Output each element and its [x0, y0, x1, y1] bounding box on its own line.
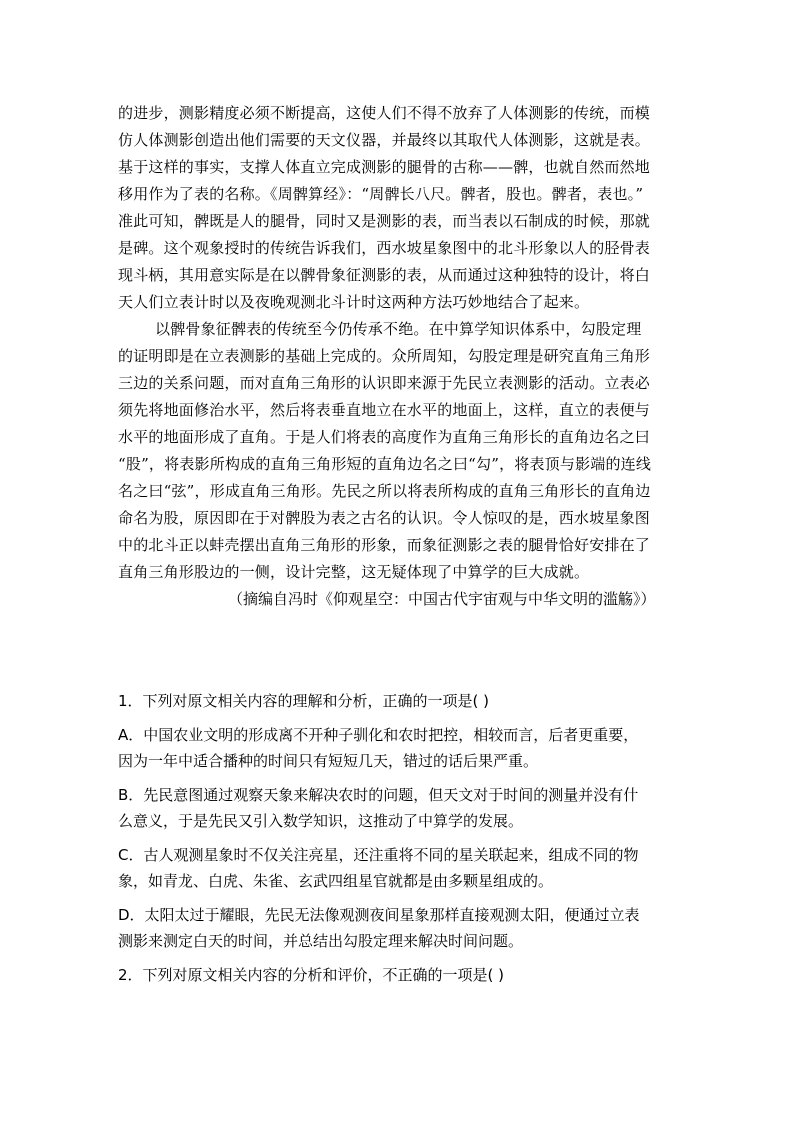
passage-line: 仿人体测影创造出他们需要的天文仪器，并最终以其取代人体测影，这就是表。 — [118, 131, 651, 149]
option-line: 么意义，于是先民又引入数学知识，这推动了中算学的发展。 — [118, 812, 524, 830]
passage-line: 命名为股，原因即在于对髀股为表之古名的认识。令人惊叹的是，西水坡星象图 — [118, 509, 651, 527]
option-a — [118, 722, 678, 774]
reading-passage — [118, 100, 678, 613]
passage-paragraph-2 — [118, 316, 678, 586]
option-line: 因为一年中适合播种的时间只有短短几天，错过的话后果严重。 — [118, 752, 539, 770]
option-d — [118, 902, 678, 954]
passage-line: 的进步，测影精度必须不断提高，这使人们不得不放弃了人体测影的传统，而模 — [118, 104, 651, 122]
passage-line: 以髀骨象征髀表的传统至今仍传承不绝。在中算学知识体系中，勾股定理 — [155, 320, 642, 338]
passage-line: 基于这样的事实，支撑人体直立完成测影的腿骨的古称——髀，也就自然而然地 — [118, 158, 651, 176]
passage-line: 须先将地面修治水平，然后将表垂直地立在水平的地面上，这样，直立的表便与 — [118, 401, 651, 419]
passage-line: 直角三角形股边的一侧，设计完整，这无疑体现了中算学的巨大成就。 — [118, 563, 590, 581]
option-c — [118, 842, 678, 894]
passage-line: 移用作为了表的名称。《周髀算经》：“周髀长八尺。髀者，股也。髀者，表也。” — [118, 185, 644, 203]
option-b — [118, 782, 678, 834]
passage-line: 水平的地面形成了直角。于是人们将表的高度作为直角三角形长的直角边名之曰 — [118, 428, 651, 446]
question-stem: 1．下列对原文相关内容的理解和分析，正确的一项是( ) — [118, 692, 490, 710]
passage-line: 是碑。这个观象授时的传统告诉我们，西水坡星象图中的北斗形象以人的胫骨表 — [118, 239, 651, 257]
question-section — [118, 688, 678, 996]
option-line: 象，如青龙、白虎、朱雀、玄武四组星官就都是由多颗星组成的。 — [118, 872, 554, 890]
passage-source-citation: （摘编自冯时《仰观星空：中国古代宇宙观与中华文明的滥觞》） — [228, 590, 656, 608]
passage-line: “股”，将表影所构成的直角三角形短的直角边名之曰“勾”，将表顶与影端的连线 — [118, 455, 652, 473]
passage-line: 三边的关系问题，而对直角三角形的认识即来源于先民立表测影的活动。立表必 — [118, 374, 651, 392]
option-line: D．太阳太过于耀眼，先民无法像观测夜间星象那样直接观测太阳，便通过立表 — [118, 906, 640, 924]
passage-line: 现斗柄，其用意实际是在以髀骨象征测影的表，从而通过这种独特的设计，将白 — [118, 266, 651, 284]
question-stem: 2．下列对原文相关内容的分析和评价，不正确的一项是( ) — [118, 966, 505, 984]
option-line: 测影来测定白天的时间，并总结出勾股定理来解决时间问题。 — [118, 932, 524, 950]
passage-line: 名之曰“弦”，形成直角三角形。先民之所以将表所构成的直角三角形长的直角边 — [118, 482, 651, 500]
option-line: B．先民意图通过观察天象来解决农时的问题，但天文对于时间的测量并没有什 — [118, 786, 639, 804]
option-line: C．古人观测星象时不仅关注亮星，还注重将不同的星关联起来，组成不同的物 — [118, 846, 639, 864]
question-1 — [118, 688, 678, 954]
question-2 — [118, 962, 678, 988]
option-line: A．中国农业文明的形成离不开种子驯化和农时把控，相较而言，后者更重要， — [118, 726, 639, 744]
passage-line: 中的北斗正以蚌壳摆出直角三角形的形象，而象征测影之表的腿骨恰好安排在了 — [118, 536, 651, 554]
passage-line: 准此可知，髀既是人的腿骨，同时又是测影的表，而当表以石制成的时候，那就 — [118, 212, 651, 230]
passage-paragraph-1 — [118, 100, 678, 316]
passage-line: 的证明即是在立表测影的基础上完成的。众所周知，勾股定理是研究直角三角形 — [118, 347, 651, 365]
passage-line: 天人们立表计时以及夜晚观测北斗计时这两种方法巧妙地结合了起来。 — [118, 293, 590, 311]
